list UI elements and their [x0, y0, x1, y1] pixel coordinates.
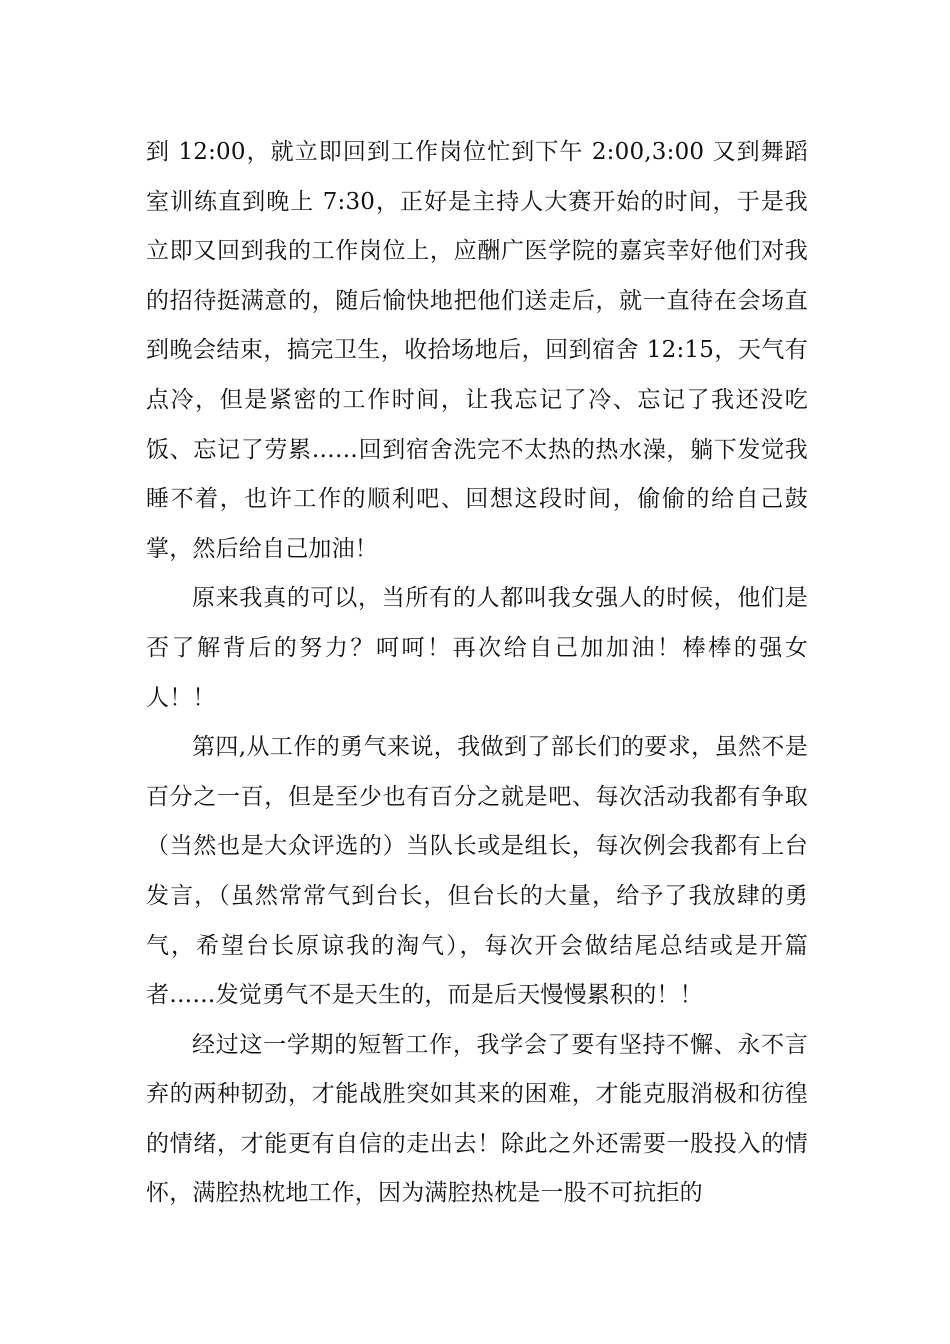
- paragraph-2: 原来我真的可以，当所有的人都叫我女强人的时候，他们是否了解背后的努力？呵呵！再次给自己加加油！棒棒的强女人！！: [146, 585, 808, 711]
- paragraph-1: 到 12:00，就立即回到工作岗位忙到下午 2:00,3:00 又到舞蹈室训练直到晚上 7:30，正好是主持人大赛开始的时间，于是我立即又回到我的工作岗位上，应酬广医学院的嘉宾幸好他们对我的招待挺满意的，随后愉快地把他们送走后，就一直待在会场直到晚会结束，搞完卫生，收拾场地后，回到宿舍 12:15，天气有点冷，但是紧密的工作时间，让我忘记了冷、忘记了我还没吃饭、忘记了劳累……回到宿舍洗完不太热的热水澡，躺下发觉我睡不着，也许工作的顺利吧、回想这段时间，偷偷的给自己鼓掌，然后给自己加油！: [146, 139, 808, 562]
- document-body: [146, 128, 808, 1219]
- paragraph-4: 经过这一学期的短暂工作，我学会了要有坚持不懈、永不言弃的两种韧劲，才能战胜突如其来的困难，才能克服消极和彷徨的情绪，才能更有自信的走出去！除此之外还需要一股投入的情怀，满腔热枕地工作，因为满腔热枕是一股不可抗拒的: [146, 1031, 808, 1207]
- paragraph-3: 第四,从工作的勇气来说，我做到了部长们的要求，虽然不是百分之一百，但是至少也有百分之就是吧、每次活动我都有争取（当然也是大众评选的）当队长或是组长，每次例会我都有上台发言，（虽然常常气到台长，但台长的大量，给予了我放肆的勇气，希望台长原谅我的淘气），每次开会做结尾总结或是开篇者……发觉勇气不是天生的，而是后天慢慢累积的！！: [146, 734, 808, 1009]
